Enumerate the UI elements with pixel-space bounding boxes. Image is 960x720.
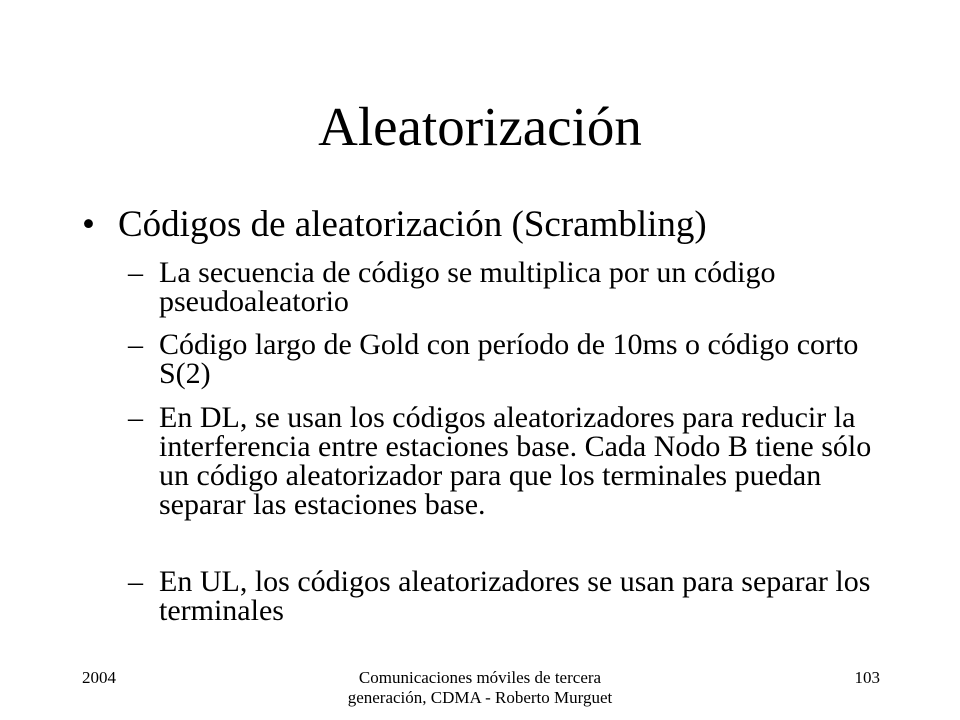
sub-marker: – — [128, 401, 143, 434]
sub-item-text: La secuencia de código se multiplica por un código pseudoaleatorio — [159, 256, 776, 318]
footer-year: 2004 — [82, 668, 116, 687]
main-bullet — [82, 202, 902, 248]
main-bullet-text: Códigos de aleatorización (Scrambling) — [118, 204, 707, 245]
sub-item-1 — [128, 258, 888, 316]
footer-page-number: 103 — [854, 668, 880, 687]
sub-marker: – — [128, 328, 143, 361]
sub-item-2 — [128, 330, 888, 388]
footer-course-title: Comunicaciones móviles de tercera generación, CDMA - Roberto Murguet — [347, 668, 613, 707]
sub-item-3 — [128, 403, 888, 519]
sub-item-4 — [128, 567, 888, 625]
bullet-marker: • — [82, 204, 95, 245]
sub-item-text: En UL, los códigos aleatorizadores se usan para separar los terminales — [159, 565, 871, 627]
sub-item-text: Código largo de Gold con período de 10ms o código corto S(2) — [159, 328, 859, 390]
slide-title: Aleatorización — [318, 96, 642, 157]
sub-item-text: En DL, se usan los códigos aleatorizadores para reducir la interferencia entre estaciones base. Cada Nodo B tiene sólo un código aleatorizador para que los terminales puedan separar las estaciones base. — [159, 401, 872, 521]
sub-marker: – — [128, 565, 143, 598]
sub-marker: – — [128, 256, 143, 289]
